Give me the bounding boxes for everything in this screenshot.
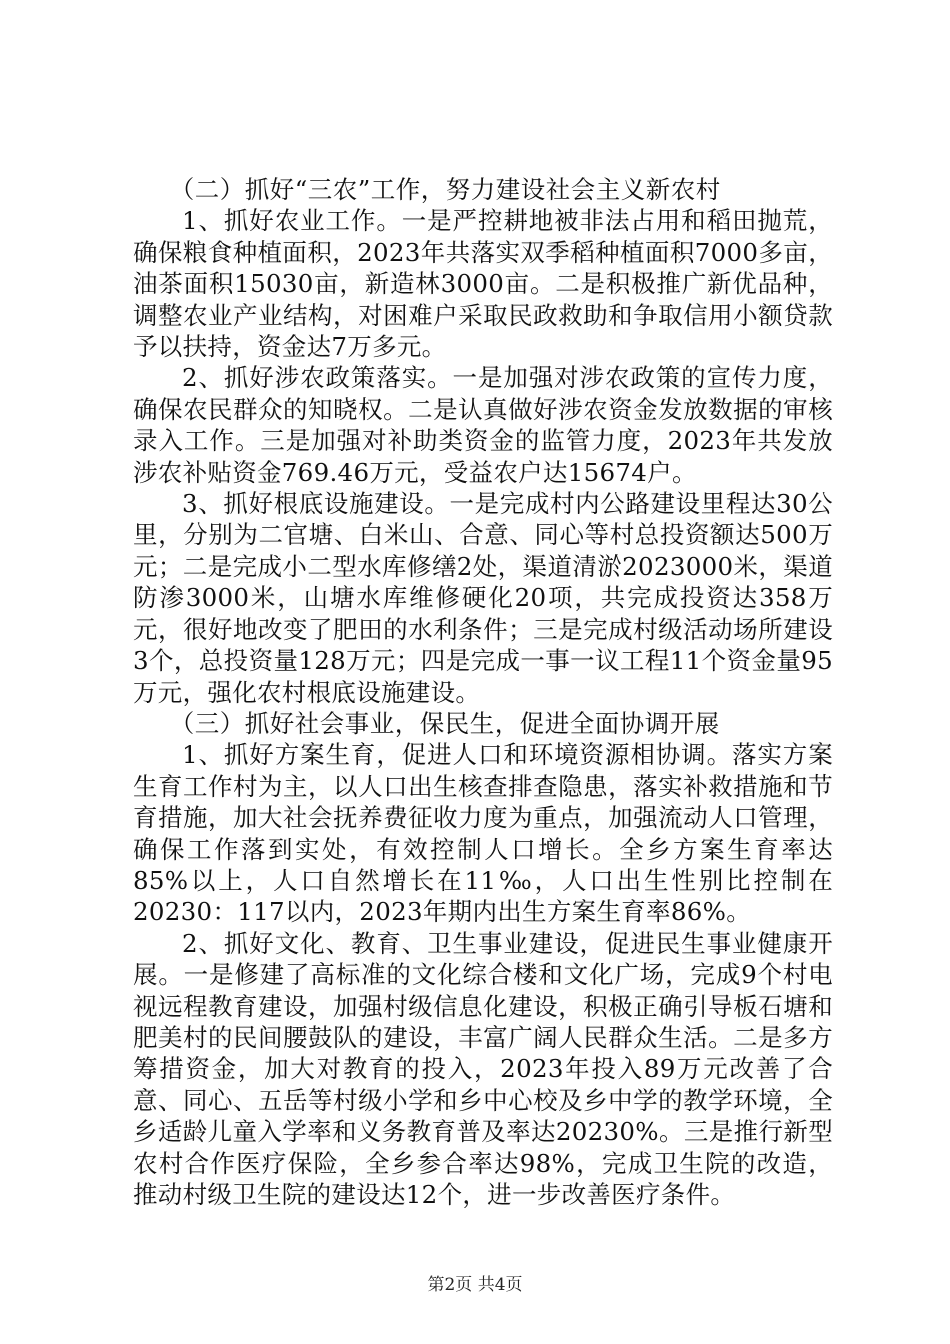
paragraph: 1、抓好农业工作。一是严控耕地被非法占用和稻田抛荒，确保粮食种植面积，2023年共落实双季稻种植面积7000多亩，油茶面积15030亩，新造林3000亩。二是积极推广新优品种，调整农业产业结构，对困难户采取民政救助和争取信用小额贷款予以扶持，资金达7万多元。 (133, 206, 833, 362)
paragraph: 1、抓好方案生育，促进人口和环境资源相协调。落实方案生育工作村为主，以人口出生核查排查隐患，落实补救措施和节育措施，加大社会抚养费征收力度为重点，加强流动人口管理，确保工作落到实处，有效控制人口增长。全乡方案生育率达85%以上，人口自然增长在11‰，人口出生性别比控制在20230：117以内，2023年期内出生方案生育率86%。 (133, 740, 833, 927)
paragraph: 2、抓好涉农政策落实。一是加强对涉农政策的宣传力度，确保农民群众的知晓权。二是认真做好涉农资金发放数据的审核录入工作。三是加强对补助类资金的监管力度，2023年共发放涉农补贴资金769.46万元，受益农户达15674户。 (133, 363, 833, 487)
section-heading: （三）抓好社会事业，保民生，促进全面协调开展 (169, 708, 720, 738)
document-body (133, 174, 833, 1210)
section-heading: （二）抓好“三农”工作，努力建设社会主义新农村 (169, 175, 721, 204)
paragraph: 2、抓好文化、教育、卫生事业建设，促进民生事业健康开展。一是修建了高标准的文化综合楼和文化广场，完成9个村电视远程教育建设，加强村级信息化建设，积极正确引导板石塘和肥美村的民间腰鼓队的建设，丰富广阔人民群众生活。二是多方筹措资金，加大对教育的投入，2023年投入89万元改善了合意、同心、五岳等村级小学和乡中心校及乡中学的教学环境，全乡适龄儿童入学率和义务教育普及率达20230%。三是推行新型农村合作医疗保险，全乡参合率达98%，完成卫生院的改造，推动村级卫生院的建设达12个，进一步改善医疗条件。 (133, 928, 833, 1209)
page-number-footer: 第2页 共4页 (427, 1275, 523, 1295)
paragraph: 3、抓好根底设施建设。一是完成村内公路建设里程达30公里，分别为二官塘、白米山、合意、同心等村总投资额达500万元；二是完成小二型水库修缮2处，渠道清淤2023000米，渠道防渗3000米，山塘水库维修硬化20项，共完成投资达358万元，很好地改变了肥田的水利条件；三是完成村级活动场所建设3个，总投资量128万元；四是完成一事一议工程11个资金量95万元，强化农村根底设施建设。 (133, 489, 833, 707)
